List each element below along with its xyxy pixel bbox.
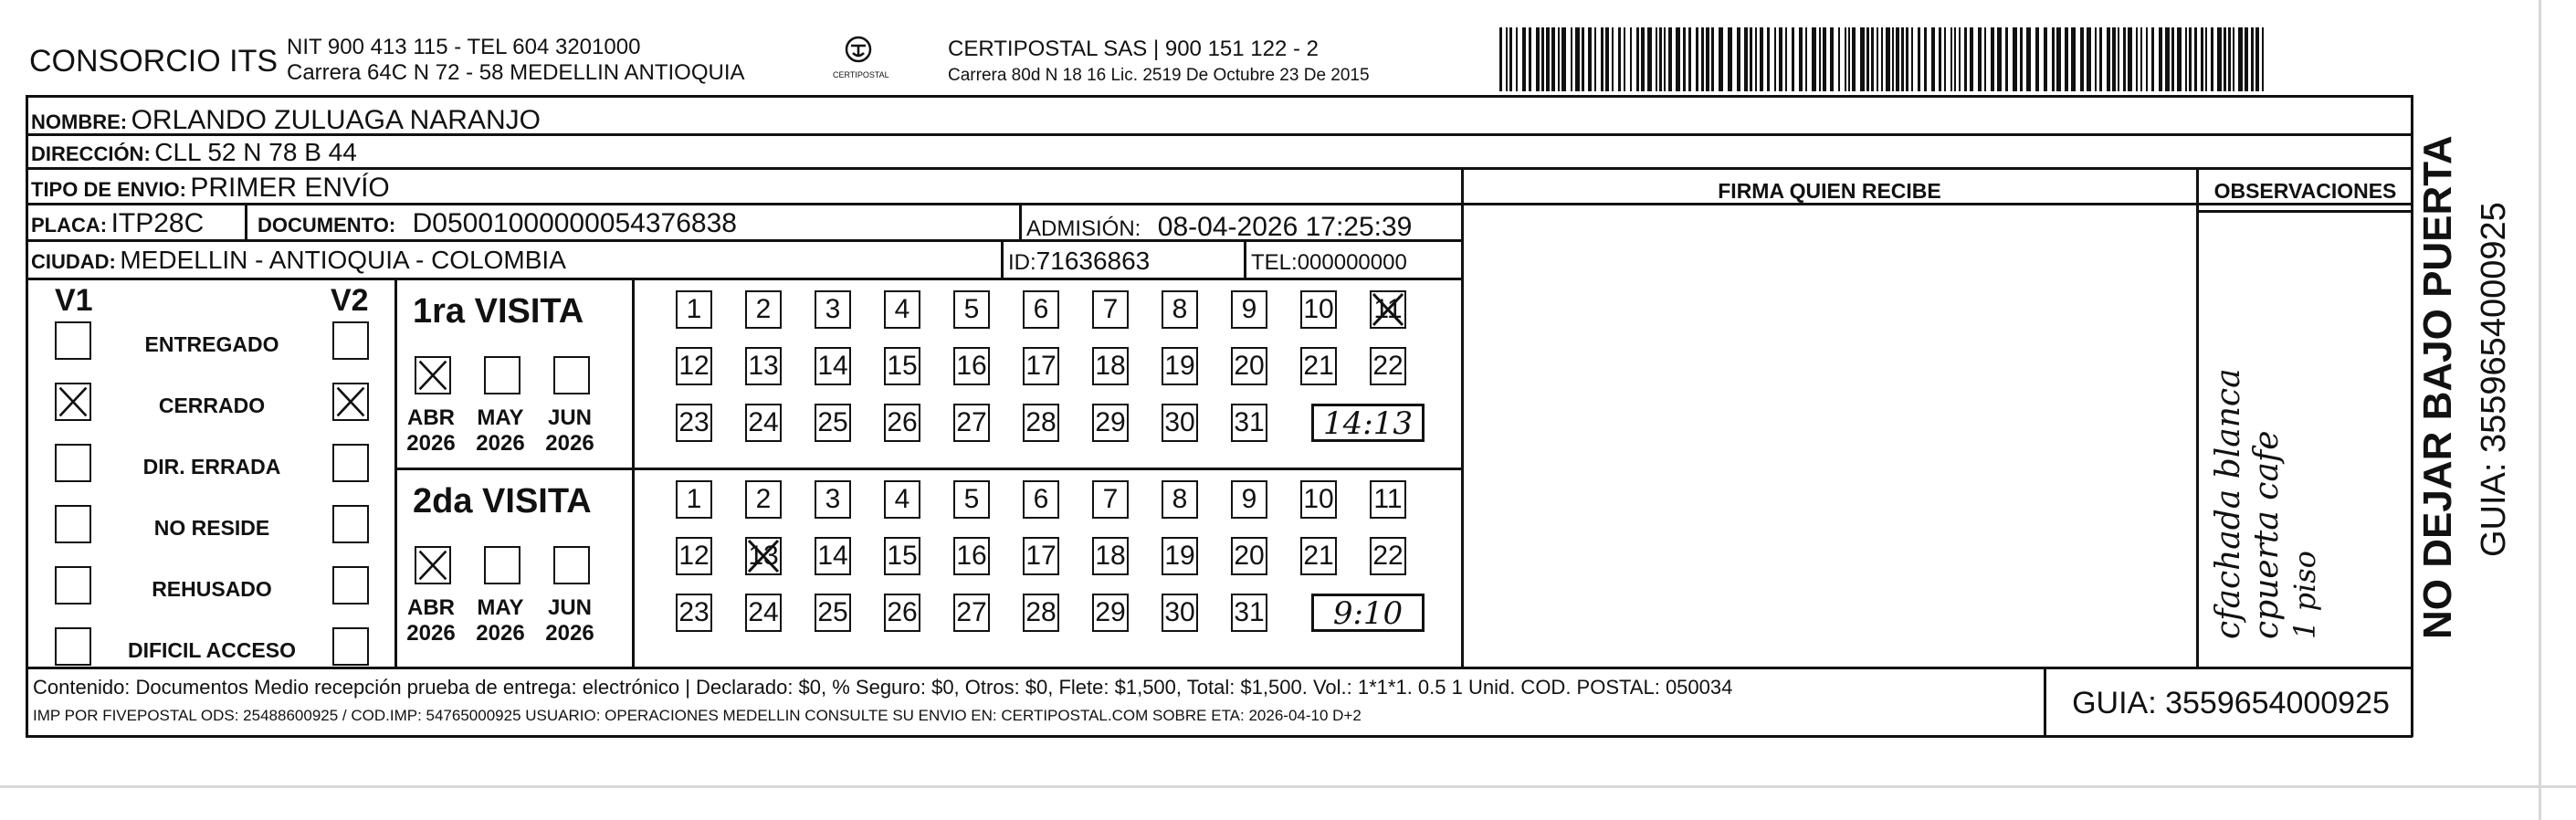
month-checkbox[interactable] <box>553 356 590 394</box>
status-option-label: NO RESIDE <box>153 516 270 540</box>
month-label <box>473 595 528 646</box>
handwritten-time: 9:10 <box>1332 595 1404 632</box>
day-box[interactable]: 28 <box>1023 404 1059 442</box>
obs-line-2: cpuerta cafe <box>2248 430 2286 639</box>
month-year: 2026 <box>545 430 594 456</box>
footer-line2: IMP POR FIVEPOSTAL ODS: 25488600925 / COD.IMP: 54765000925 USUARIO: OPERACIONES MEDELLIN CONSULTE SU ENVIO EN: CERTIPOSTAL.COM SOBRE ETA: 2026-04-10 D+2 <box>33 707 1362 724</box>
day-box[interactable]: 4 <box>884 290 920 329</box>
day-box[interactable]: 18 <box>1092 347 1129 385</box>
day-box[interactable]: 3 <box>815 480 851 519</box>
status-option-label: DIFICIL ACCESO <box>127 638 296 662</box>
signature-area[interactable] <box>1465 205 2195 665</box>
day-box[interactable]: 31 <box>1231 594 1267 632</box>
month-label <box>404 595 458 646</box>
v1-checkbox[interactable] <box>55 505 91 543</box>
month-label <box>404 405 458 456</box>
day-box[interactable]: 23 <box>676 594 712 632</box>
v2-label: V2 <box>331 283 369 318</box>
tel-value: 000000000 <box>1297 250 1407 275</box>
visit-title: 1ra VISITA <box>413 292 584 331</box>
day-box[interactable]: 9 <box>1231 480 1267 519</box>
month-name: JUN <box>547 405 592 430</box>
carrier-line1: CERTIPOSTAL SAS | 900 151 122 - 2 <box>948 37 1319 61</box>
day-box[interactable]: 25 <box>815 594 851 632</box>
id-label: ID: <box>1008 250 1036 275</box>
month-year: 2026 <box>476 620 525 646</box>
address-line: Carrera 64C N 72 - 58 MEDELLIN ANTIOQUIA <box>287 60 745 85</box>
day-box[interactable]: 7 <box>1092 290 1129 329</box>
documento-label: DOCUMENTO: <box>258 214 396 237</box>
v2-checkbox[interactable] <box>332 444 369 482</box>
day-box[interactable]: 26 <box>884 404 920 442</box>
status-option-label: REHUSADO <box>152 577 272 601</box>
status-option-label: DIR. ERRADA <box>142 455 281 478</box>
id-value: 71636863 <box>1036 247 1151 275</box>
visit-title: 2da VISITA <box>413 482 592 520</box>
day-box[interactable]: 21 <box>1300 537 1337 575</box>
observaciones-header: OBSERVACIONES <box>2213 179 2397 203</box>
day-box[interactable]: 1 <box>676 480 712 519</box>
month-name: JUN <box>547 595 592 620</box>
ciudad-label: CIUDAD: <box>31 250 116 273</box>
v1-checkbox[interactable] <box>55 444 91 482</box>
day-box[interactable]: 5 <box>953 290 990 329</box>
day-box[interactable]: 29 <box>1092 404 1129 442</box>
v2-checkbox[interactable] <box>332 383 369 421</box>
day-box[interactable]: 20 <box>1231 537 1267 575</box>
day-box[interactable]: 23 <box>676 404 712 442</box>
month-checkbox[interactable] <box>415 546 451 584</box>
day-box[interactable]: 12 <box>676 537 712 575</box>
barcode <box>1499 27 2271 91</box>
day-box[interactable]: 16 <box>953 347 990 385</box>
footer-guia: GUIA: 3559654000925 <box>2072 686 2390 720</box>
day-box[interactable]: 2 <box>745 480 782 519</box>
month-checkbox[interactable] <box>484 546 520 584</box>
day-box[interactable]: 25 <box>815 404 851 442</box>
documento-value: D05001000000054376838 <box>412 208 737 238</box>
day-number: 13 <box>748 541 779 571</box>
v1-label: V1 <box>55 283 93 318</box>
time-box[interactable] <box>1311 594 1425 632</box>
placa-label: PLACA: <box>31 214 108 237</box>
day-number: 11 <box>1373 294 1403 324</box>
carrier-line2: Carrera 80d N 18 16 Lic. 2519 De Octubre 23 De 2015 <box>948 66 1370 85</box>
tipo-envio-value: PRIMER ENVÍO <box>190 173 390 203</box>
tipo-envio-label: TIPO DE ENVIO: <box>31 178 186 201</box>
day-box[interactable]: 10 <box>1300 290 1337 329</box>
observaciones-handwriting <box>2210 274 2365 639</box>
v1-checkbox[interactable] <box>55 321 91 360</box>
month-name: ABR <box>407 595 455 620</box>
day-box[interactable]: 29 <box>1092 594 1129 632</box>
day-box[interactable]: 2 <box>745 290 782 329</box>
day-box[interactable]: 1 <box>676 290 712 329</box>
direccion-label: DIRECCIÓN: <box>31 142 151 165</box>
day-box[interactable]: 18 <box>1092 537 1129 575</box>
day-box[interactable]: 11 <box>1370 480 1406 519</box>
day-box[interactable]: 27 <box>953 594 990 632</box>
day-box[interactable]: 7 <box>1092 480 1129 519</box>
month-name: ABR <box>407 405 455 430</box>
day-box[interactable]: 30 <box>1162 594 1198 632</box>
month-year: 2026 <box>406 620 456 646</box>
day-box[interactable]: 8 <box>1162 480 1198 519</box>
day-box[interactable]: 8 <box>1162 290 1198 329</box>
v1-checkbox[interactable] <box>55 566 91 604</box>
month-checkbox[interactable] <box>415 356 451 394</box>
month-year: 2026 <box>476 430 525 456</box>
v1-checkbox[interactable] <box>55 627 91 666</box>
day-box[interactable]: 13 <box>745 347 782 385</box>
month-name: MAY <box>477 405 524 430</box>
firma-header: FIRMA QUIEN RECIBE <box>1718 179 1941 203</box>
day-box[interactable]: 14 <box>815 347 851 385</box>
side-guia: GUIA: 3559654000925 <box>2475 202 2513 557</box>
day-box[interactable]: 26 <box>884 594 920 632</box>
day-box[interactable] <box>1370 290 1406 329</box>
day-box[interactable] <box>745 537 782 575</box>
obs-line-3: 1 piso <box>2287 551 2322 639</box>
placa-value: ITP28C <box>110 208 205 238</box>
admision-label: ADMISIÓN: <box>1026 216 1141 241</box>
day-box[interactable]: 3 <box>815 290 851 329</box>
nit-line: NIT 900 413 115 - TEL 604 3201000 <box>287 35 641 59</box>
nombre-label: NOMBRE: <box>31 110 128 133</box>
month-checkbox[interactable] <box>553 546 590 584</box>
tel-label: TEL: <box>1251 250 1298 275</box>
day-box[interactable]: 15 <box>884 537 920 575</box>
nombre-value: ORLANDO ZULUAGA NARANJO <box>131 105 541 135</box>
month-label <box>542 405 597 456</box>
v2-checkbox[interactable] <box>332 505 369 543</box>
day-box[interactable]: 22 <box>1370 347 1406 385</box>
footer-line1: Contenido: Documentos Medio recepción prueba de entrega: electrónico | Declarado: $0, % Seguro: $0, Otros: $0, Flete: $1,500, Total: $1,500. Vol.: 1*1*1. 0.5 1 Unid. COD. POSTAL: 050034 <box>33 676 1733 699</box>
ciudad-value: MEDELLIN - ANTIOQUIA - COLOMBIA <box>120 246 566 274</box>
obs-line-1: cfachada blanca <box>2210 368 2247 639</box>
day-box[interactable]: 17 <box>1023 537 1059 575</box>
status-option-label: CERRADO <box>158 394 266 417</box>
v2-checkbox[interactable] <box>332 321 369 360</box>
day-box[interactable]: 16 <box>953 537 990 575</box>
month-label <box>473 405 528 456</box>
day-box[interactable]: 6 <box>1023 290 1059 329</box>
v2-checkbox[interactable] <box>332 566 369 604</box>
day-box[interactable]: 19 <box>1162 347 1198 385</box>
month-name: MAY <box>477 595 524 620</box>
direccion-value: CLL 52 N 78 B 44 <box>154 138 357 166</box>
day-box[interactable]: 12 <box>676 347 712 385</box>
time-box[interactable] <box>1311 404 1425 442</box>
month-label <box>542 595 597 646</box>
day-box[interactable]: 30 <box>1162 404 1198 442</box>
handwritten-time: 14:13 <box>1323 405 1413 442</box>
day-box[interactable]: 14 <box>815 537 851 575</box>
day-box[interactable]: 4 <box>884 480 920 519</box>
side-no-dejar: NO DEJAR BAJO PUERTA <box>2415 135 2460 639</box>
month-year: 2026 <box>406 430 456 456</box>
v1-checkbox[interactable] <box>55 383 91 421</box>
v2-checkbox[interactable] <box>332 627 369 666</box>
day-box[interactable]: 10 <box>1300 480 1337 519</box>
day-box[interactable]: 24 <box>745 594 782 632</box>
day-box[interactable]: 28 <box>1023 594 1059 632</box>
month-year: 2026 <box>545 620 594 646</box>
day-box[interactable]: 24 <box>745 404 782 442</box>
day-box[interactable]: 15 <box>884 347 920 385</box>
company-name: CONSORCIO ITS <box>29 44 279 79</box>
day-box[interactable]: 17 <box>1023 347 1059 385</box>
month-checkbox[interactable] <box>484 356 520 394</box>
day-box[interactable]: 19 <box>1162 537 1198 575</box>
status-option-label: ENTREGADO <box>144 332 279 356</box>
day-box[interactable]: 20 <box>1231 347 1267 385</box>
day-box[interactable]: 5 <box>953 480 990 519</box>
day-box[interactable]: 6 <box>1023 480 1059 519</box>
day-box[interactable]: 27 <box>953 404 990 442</box>
day-box[interactable]: 9 <box>1231 290 1267 329</box>
day-box[interactable]: 31 <box>1231 404 1267 442</box>
day-box[interactable]: 21 <box>1300 347 1337 385</box>
admision-value: 08-04-2026 17:25:39 <box>1157 212 1413 242</box>
logo-caption: CERTIPOSTAL <box>833 70 889 79</box>
day-box[interactable]: 22 <box>1370 537 1406 575</box>
